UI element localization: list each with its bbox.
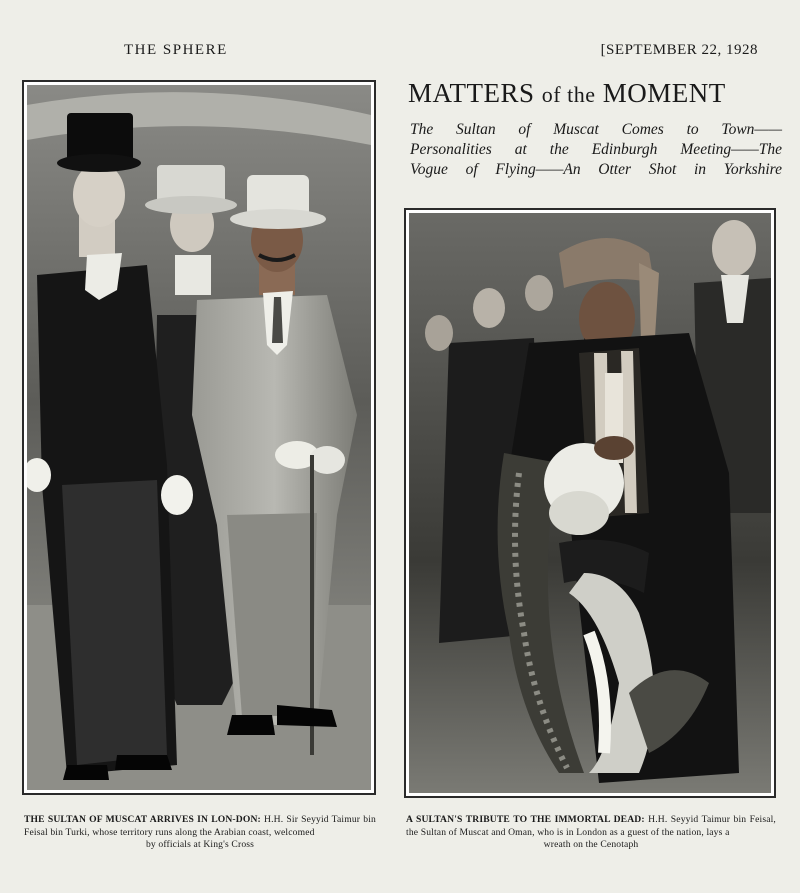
caption-right-lead: A SULTAN'S TRIBUTE TO THE IMMORTAL DEAD: (406, 814, 645, 825)
caption-left-lead: THE SULTAN OF MUSCAT ARRIVES IN LON-DON: (24, 814, 261, 825)
photo-wreath-illustration (409, 213, 771, 793)
photo-sultan-arrives (22, 80, 376, 795)
section-title (408, 78, 778, 109)
photo-sultan-wreath (404, 208, 776, 798)
caption-left-tail: by officials at King's Cross (145, 839, 255, 850)
caption-right-tail: wreath on the Cenotaph (543, 839, 639, 850)
subtitle-line-1: The Sultan of Muscat Comes to Town—— (410, 121, 782, 138)
issue-date: [SEPTEMBER 22, 1928 (600, 42, 758, 58)
photo-arrival-illustration (27, 85, 371, 790)
caption-right-body: H.H. Seyyid Taimur bin Feisal, the Sultan of Muscat and Oman, who is in London as a guest of the nation, lays a (406, 814, 776, 838)
masthead: THE SPHERE (124, 42, 228, 58)
title-end: MOMENT (602, 78, 726, 108)
title-of: of the (541, 82, 596, 107)
subtitle-line-3: Vogue of Flying——An Otter Shot in Yorkshire (410, 161, 782, 178)
caption-right (406, 814, 776, 852)
subtitle-line-2: Personalities at the Edinburgh Meeting——The (410, 141, 782, 158)
caption-left (24, 814, 376, 852)
title-main: MATTERS (408, 78, 535, 108)
caption-left-body: H.H. Sir Seyyid Taimur bin Feisal bin Turki, whose territory runs along the Arabian coast, welcomed (24, 814, 376, 838)
section-subtitle (410, 120, 782, 180)
